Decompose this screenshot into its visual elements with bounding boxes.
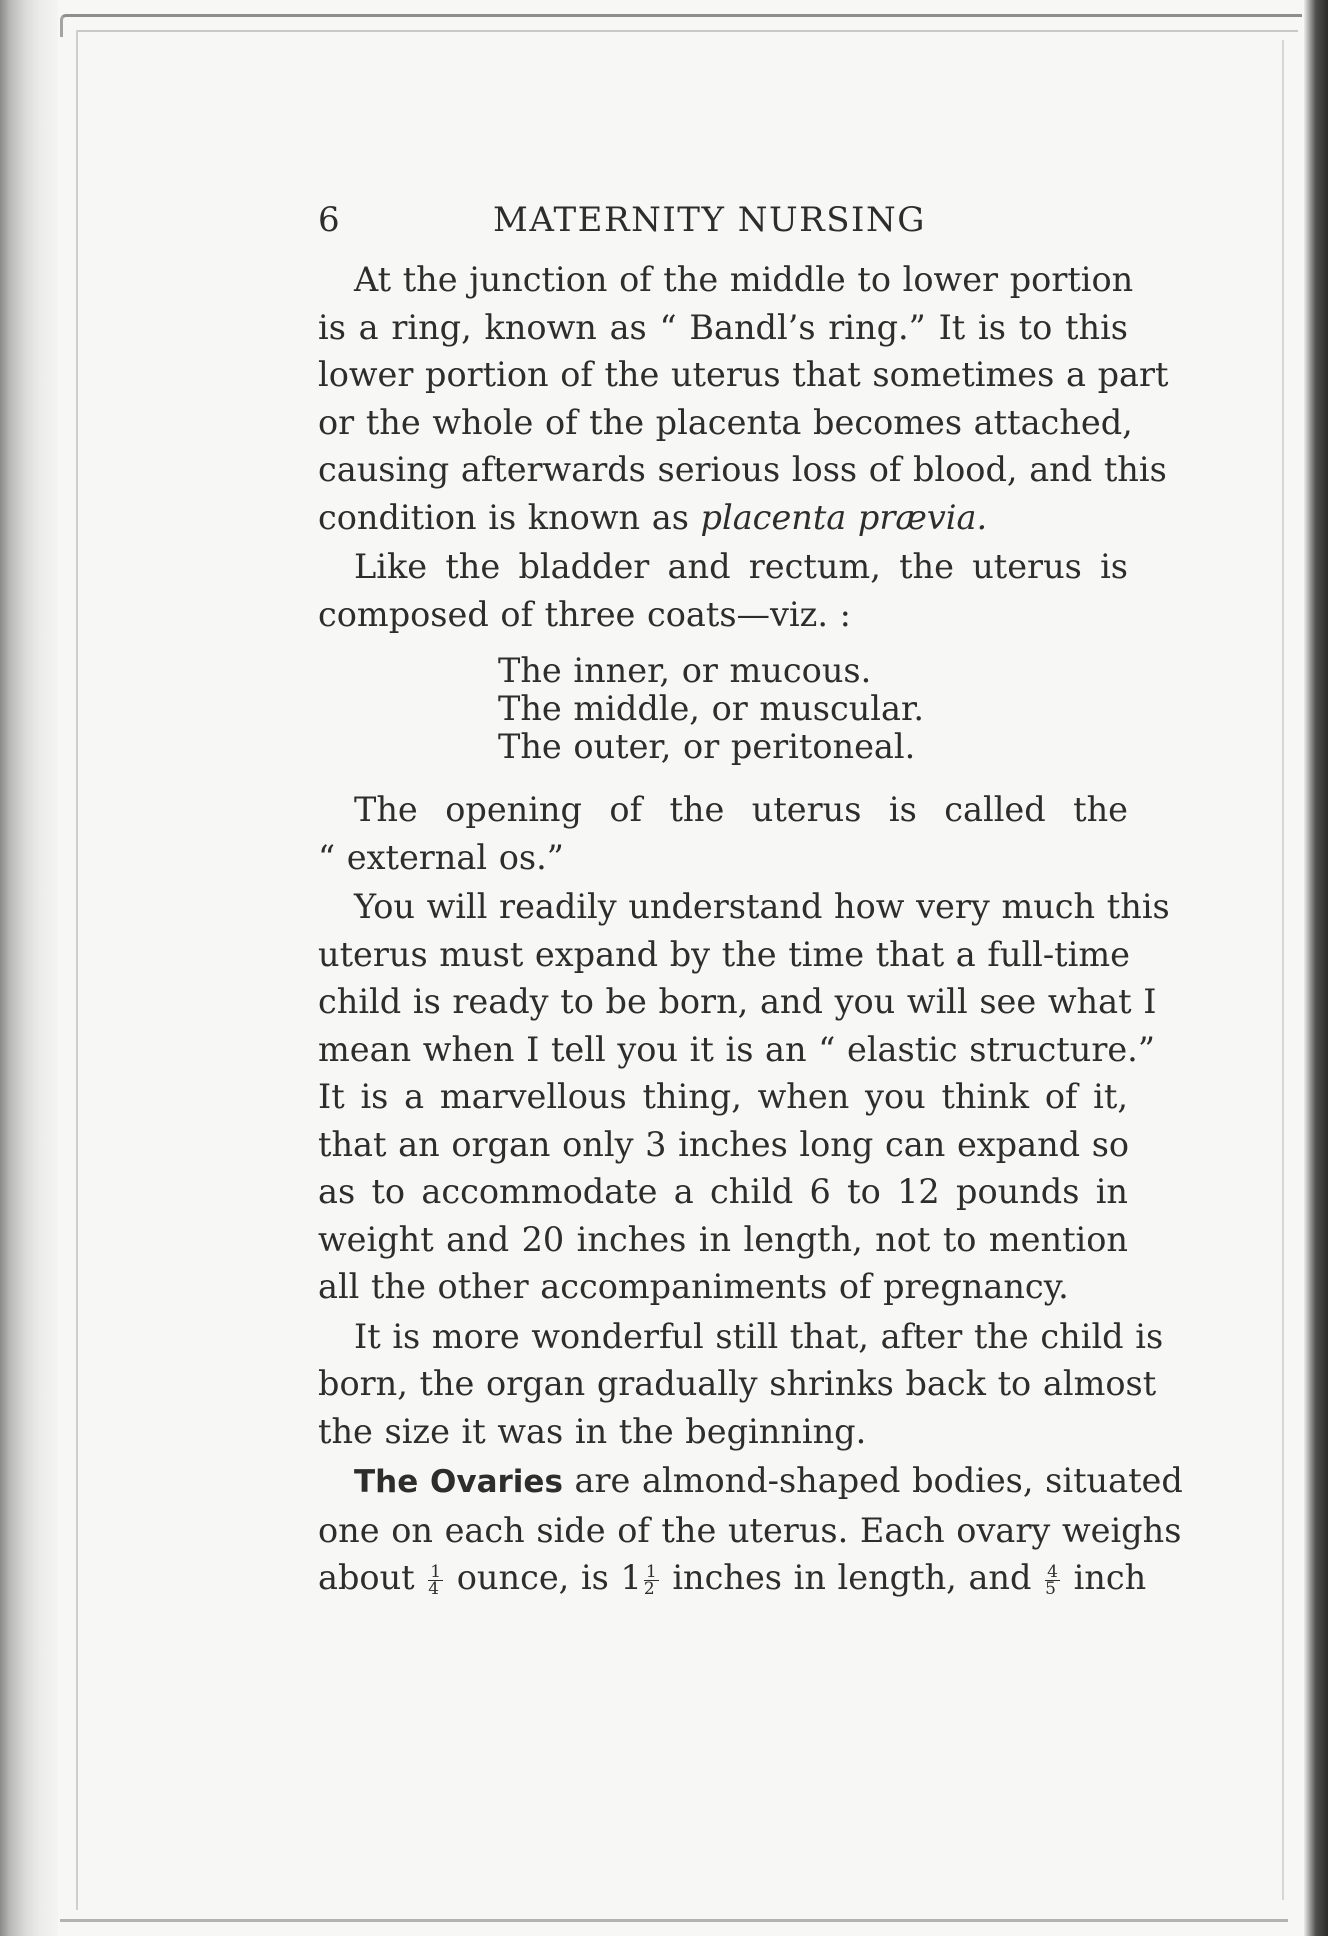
italic-term: placenta prævia. xyxy=(700,497,988,537)
text-line: It is a marvellous thing, when you think of it, xyxy=(318,1077,1128,1116)
page-number: 6 xyxy=(318,200,342,240)
text-fragment: inches in length, and xyxy=(660,1558,1044,1597)
body-text xyxy=(318,256,1183,1602)
page-left-edge xyxy=(76,30,78,1910)
running-header xyxy=(318,188,1128,244)
running-title: MATERNITY NURSING xyxy=(493,200,926,240)
text-line: or the whole of the placenta becomes attached, xyxy=(318,402,1133,442)
paragraph-shrinks-back xyxy=(318,1313,1164,1456)
text-fragment: inch xyxy=(1061,1558,1147,1597)
text-line xyxy=(318,1457,1183,1507)
paragraph-external-os xyxy=(318,786,1128,881)
paragraph-elastic-structure xyxy=(318,883,1170,1311)
page-bottom-edge xyxy=(60,1919,1288,1922)
text-line xyxy=(318,1554,1147,1602)
text-line: composed of three coats—viz. : xyxy=(318,594,851,634)
section-lead-ovaries: The Ovaries xyxy=(354,1464,563,1500)
page-top-inner-edge xyxy=(78,30,1298,32)
page-content xyxy=(318,188,1183,1602)
book-right-edge xyxy=(1304,0,1328,1936)
text-line: child is ready to be born, and you will see what I xyxy=(318,982,1157,1021)
text-line: one on each side of the uterus. Each ovary weighs xyxy=(318,1510,1182,1550)
text-line: lower portion of the uterus that sometimes a part xyxy=(318,355,1169,394)
text-line: causing afterwards serious loss of blood, and this xyxy=(318,450,1167,489)
text-line: is a ring, known as “ Bandl’s ring.” It is to this xyxy=(318,307,1128,347)
list-item: The inner, or mucous. xyxy=(498,651,872,690)
text-line: that an organ only 3 inches long can expand so xyxy=(318,1124,1130,1164)
fraction-denominator: 2 xyxy=(643,1578,655,1599)
paragraph-three-coats xyxy=(318,543,1128,638)
text-fragment: are almond-shaped bodies, situated xyxy=(562,1461,1183,1500)
text-line: You will readily understand how very much this xyxy=(354,887,1170,926)
fraction-one-quarter xyxy=(428,1561,443,1599)
list-item: The middle, or muscular. xyxy=(498,689,924,728)
list-item: The outer, or peritoneal. xyxy=(498,727,916,766)
paragraph-ovaries xyxy=(318,1457,1183,1602)
text-line: born, the organ gradually shrinks back to almost xyxy=(318,1364,1157,1403)
text-fragment: condition is known as xyxy=(318,497,701,537)
coats-list xyxy=(498,652,1128,766)
text-line: uterus must expand by the time that a full-time xyxy=(318,934,1130,974)
text-line: all the other accompaniments of pregnancy. xyxy=(318,1267,1069,1306)
fraction-numerator: 4 xyxy=(1047,1561,1058,1582)
page-top-edge xyxy=(60,14,1302,37)
fraction-numerator: 1 xyxy=(430,1561,442,1582)
fraction-denominator: 4 xyxy=(428,1578,440,1599)
text-line: It is more wonderful still that, after the child is xyxy=(354,1316,1164,1356)
text-line: Like the bladder and rectum, the uterus is xyxy=(354,547,1128,586)
text-line: At the junction of the middle to lower portion xyxy=(354,260,1134,299)
fraction-numerator: 1 xyxy=(645,1561,657,1582)
text-fragment: ounce, is 1 xyxy=(445,1558,642,1597)
page-right-inner-edge xyxy=(1282,40,1284,1900)
text-line: the size it was in the beginning. xyxy=(318,1411,867,1451)
fraction-one-half xyxy=(643,1561,659,1599)
text-line: as to accommodate a child 6 to 12 pounds in xyxy=(318,1172,1128,1211)
text-line: mean when I tell you it is an “ elastic structure.” xyxy=(318,1029,1155,1069)
paragraph-bandls-ring xyxy=(318,256,1169,541)
fraction-denominator: 5 xyxy=(1045,1578,1056,1599)
text-fragment: about xyxy=(318,1558,427,1597)
text-line: “ external os.” xyxy=(318,837,564,877)
text-line: The opening of the uterus is called the xyxy=(354,790,1128,829)
text-line: weight and 20 inches in length, not to mention xyxy=(318,1219,1128,1259)
text-line xyxy=(318,494,1128,542)
fraction-four-fifths xyxy=(1045,1561,1060,1599)
binding-shadow xyxy=(0,0,58,1936)
